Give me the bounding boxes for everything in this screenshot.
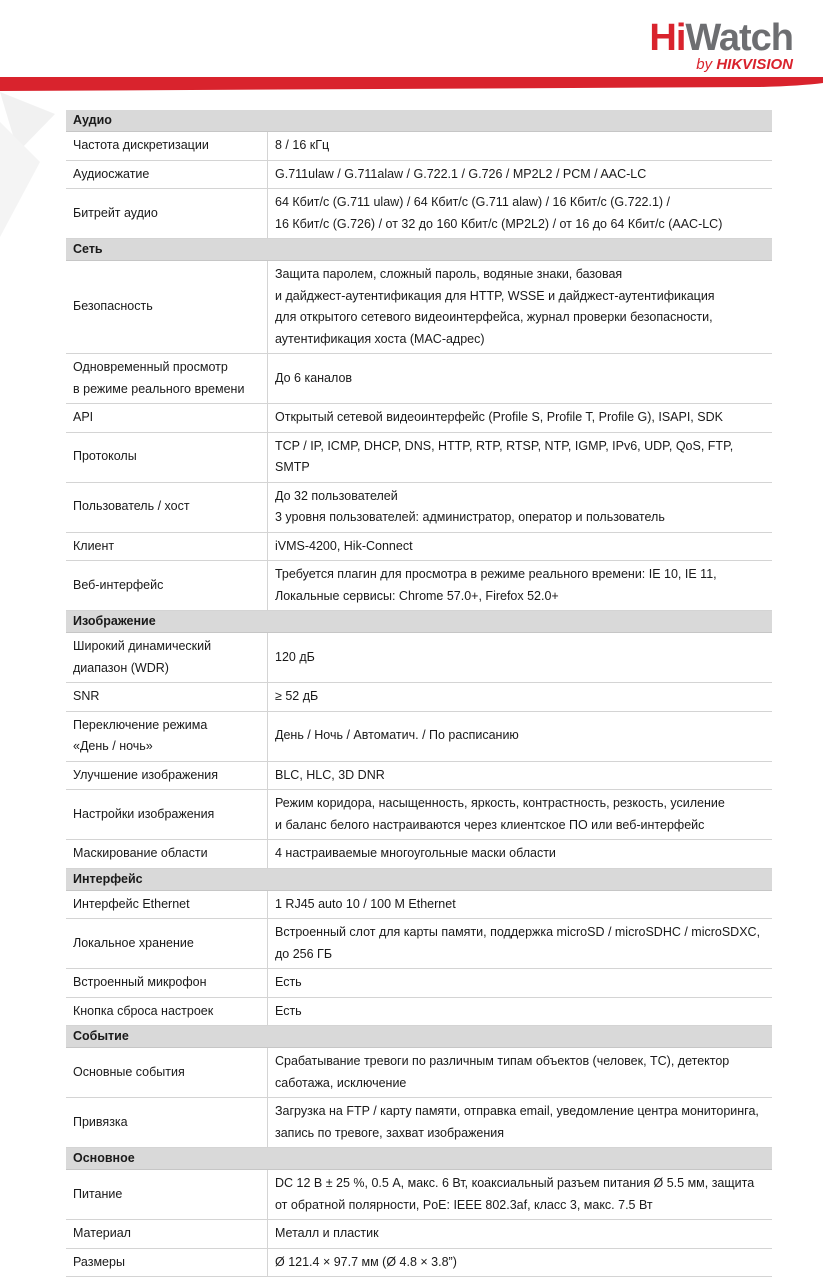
section-header-row [66,868,772,890]
spec-label [66,1170,268,1220]
spec-value-line: G.711ulaw / G.711alaw / G.722.1 / G.726 / MP2L2 / PCM / AAC-LC [275,166,647,181]
spec-label-line: Битрейт аудио [73,205,158,220]
spec-row [66,969,772,998]
spec-row [66,432,772,482]
spec-row [66,633,772,683]
spec-value [268,790,773,840]
spec-label-line: Кнопка сброса настроек [73,1003,214,1018]
spec-label [66,160,268,189]
spec-value-line: Срабатывание тревоги по различным типам объектов (человек, ТС), детектор [275,1054,730,1068]
spec-value [268,969,773,998]
spec-row [66,890,772,919]
brand-parent-name: HIKVISION [716,56,793,73]
spec-value-line: запись по тревоге, захват изображения [275,1125,504,1140]
spec-row [66,189,772,239]
spec-value-line: ≥ 52 дБ [275,689,319,703]
spec-label [66,404,268,433]
spec-label [66,432,268,482]
spec-label [66,189,268,239]
spec-row [66,532,772,561]
spec-value-line: для открытого сетевого видеоинтерфейса, журнал проверки безопасности, [275,310,713,324]
spec-value [268,1170,773,1220]
spec-row [66,711,772,761]
spec-label [66,711,268,761]
spec-label [66,482,268,532]
spec-row [66,561,772,611]
section-title: Сеть [66,239,772,261]
spec-label [66,561,268,611]
spec-value-line: до 256 ГБ [275,946,333,961]
spec-row [66,404,772,433]
spec-label [66,532,268,561]
spec-label [66,1248,268,1277]
spec-value-line: 64 Кбит/с (G.711 ulaw) / 64 Кбит/с (G.711 alaw) / 16 Кбит/с (G.722.1) / [275,195,671,209]
spec-label [66,633,268,683]
spec-value [268,1098,773,1148]
spec-value-line: Защита паролем, сложный пароль, водяные знаки, базовая [275,267,623,281]
spec-row [66,683,772,712]
spec-value-line: 120 дБ [275,649,315,664]
spec-label [66,132,268,161]
brand-by-word: by [696,56,713,73]
spec-label-line: Основные события [73,1064,185,1079]
spec-label-line: Встроенный микрофон [73,975,207,989]
spec-label [66,890,268,919]
spec-value-line: 16 Кбит/с (G.726) / от 32 до 160 Кбит/с (MP2L2) / от 16 до 64 Кбит/с (AAC-LC) [275,216,723,231]
spec-value [268,532,773,561]
spec-label-line: SNR [73,689,100,703]
spec-row [66,1220,772,1249]
section-title: Основное [66,1148,772,1170]
spec-value [268,160,773,189]
background-triangle-watermark [0,92,60,242]
spec-label-line: Клиент [73,538,115,553]
spec-value-line: и дайджест-аутентификация для HTTP, WSSE и дайджест-аутентификация [275,288,715,303]
section-title: Интерфейс [66,868,772,890]
brand-logo [649,18,793,73]
spec-label [66,1048,268,1098]
spec-value [268,561,773,611]
spec-value-line: Встроенный слот для карты памяти, поддержка microSD / microSDHC / microSDXC, [275,925,761,939]
spec-value [268,189,773,239]
spec-label [66,919,268,969]
spec-value-line: Режим коридора, насыщенность, яркость, контрастность, резкость, усиление [275,796,725,810]
spec-value-line: 8 / 16 кГц [275,138,330,152]
spec-value-line: Металл и пластик [275,1226,379,1240]
spec-value-line: 3 уровня пользователей: администратор, оператор и пользователь [275,510,665,524]
spec-value-line: TCP / IP, ICMP, DHCP, DNS, HTTP, RTP, RTSP, NTP, IGMP, IPv6, UDP, QoS, FTP, SMTP [275,438,734,474]
spec-label [66,1220,268,1249]
spec-row [66,1098,772,1148]
spec-label-line: Протоколы [73,449,137,464]
spec-row [66,261,772,354]
spec-value [268,404,773,433]
spec-row [66,840,772,869]
spec-value-line: аутентификация хоста (MAC-адрес) [275,331,485,346]
spec-value [268,761,773,790]
spec-value [268,432,773,482]
spec-value [268,840,773,869]
spec-value-line: До 32 пользователей [275,488,398,503]
spec-label-line: в режиме реального времени [73,381,245,396]
spec-label-line: Размеры [73,1254,125,1269]
spec-label [66,969,268,998]
spec-label-line: Интерфейс Ethernet [73,896,190,911]
spec-row [66,482,772,532]
spec-label [66,683,268,712]
spec-value-line: Ø 121.4 × 97.7 мм (Ø 4.8 × 3.8”) [275,1254,457,1269]
spec-label-line: Аудиосжатие [73,166,150,181]
spec-label-line: Частота дискретизации [73,138,209,152]
spec-value-line: BLC, HLC, 3D DNR [275,767,385,782]
spec-label-line: диапазон (WDR) [73,660,169,675]
section-header-row [66,110,772,132]
spec-value-line: Есть [275,1003,302,1018]
section-title: Изображение [66,611,772,633]
spec-label-line: Переключение режима [73,717,208,732]
spec-label-line: Пользователь / хост [73,499,190,514]
spec-row [66,160,772,189]
spec-row [66,761,772,790]
spec-label [66,761,268,790]
brand-logo-wordmark [649,18,793,58]
spec-row [66,997,772,1026]
spec-value-line: До 6 каналов [275,370,353,385]
spec-label [66,1098,268,1148]
spec-value [268,354,773,404]
spec-row [66,1048,772,1098]
spec-label-line: Привязка [73,1114,128,1129]
spec-label [66,997,268,1026]
spec-row [66,1248,772,1277]
spec-value [268,261,773,354]
spec-row [66,919,772,969]
section-header-row [66,239,772,261]
spec-value [268,890,773,919]
spec-label-line: API [73,410,94,424]
section-header-row [66,1026,772,1048]
spec-value-line: DC 12 В ± 25 %, 0.5 А, макс. 6 Вт, коаксиальный разъем питания Ø 5.5 мм, защита [275,1176,755,1190]
spec-label-line: Материал [73,1226,131,1240]
header-red-stripe [0,77,823,91]
specification-table [66,110,772,1277]
spec-value [268,711,773,761]
spec-value-line: саботажа, исключение [275,1075,407,1090]
spec-value-line: Есть [275,975,302,989]
spec-value [268,919,773,969]
spec-value [268,132,773,161]
spec-label-line: Питание [73,1186,123,1201]
spec-label-line: Широкий динамический [73,639,212,653]
section-header-row [66,1148,772,1170]
brand-name-part1: Hi [649,17,686,59]
spec-label [66,354,268,404]
spec-value [268,683,773,712]
section-header-row [66,611,772,633]
spec-value-line: 1 RJ45 auto 10 / 100 M Ethernet [275,896,456,911]
spec-label-line: Безопасность [73,299,153,314]
spec-value [268,1048,773,1098]
spec-row [66,790,772,840]
spec-label-line: «День / ночь» [73,739,153,753]
spec-value-line: iVMS-4200, Hik-Connect [275,538,413,553]
spec-value [268,633,773,683]
section-title: Аудио [66,110,772,132]
spec-value-line: 4 настраиваемые многоугольные маски области [275,846,556,860]
spec-value [268,1248,773,1277]
spec-label-line: Настройки изображения [73,806,215,821]
spec-value-line: Требуется плагин для просмотра в режиме реального времени: IE 10, IE 11, [275,567,717,581]
spec-value-line: от обратной полярности, PoE: IEEE 802.3af, класс 3, макс. 7.5 Вт [275,1197,653,1212]
spec-value-line: День / Ночь / Автоматич. / По расписанию [275,728,519,743]
spec-value-line: Открытый сетевой видеоинтерфейс (Profile S, Profile T, Profile G), ISAPI, SDK [275,410,723,424]
spec-value-line: Загрузка на FTP / карту памяти, отправка email, уведомление центра мониторинга, [275,1104,759,1118]
spec-value [268,997,773,1026]
spec-label [66,840,268,869]
spec-label-line: Веб-интерфейс [73,577,164,592]
spec-value [268,1220,773,1249]
spec-label [66,261,268,354]
spec-row [66,354,772,404]
spec-row [66,1170,772,1220]
spec-label [66,790,268,840]
brand-name-part2: Watch [685,17,793,59]
spec-label-line: Улучшение изображения [73,767,219,782]
spec-row [66,132,772,161]
spec-label-line: Локальное хранение [73,935,194,950]
section-title: Событие [66,1026,772,1048]
spec-label-line: Маскирование области [73,846,208,860]
spec-value [268,482,773,532]
spec-label-line: Одновременный просмотр [73,360,228,374]
spec-value-line: и баланс белого настраиваются через клиентское ПО или веб-интерфейс [275,817,705,832]
spec-value-line: Локальные сервисы: Chrome 57.0+, Firefox 52.0+ [275,588,559,603]
